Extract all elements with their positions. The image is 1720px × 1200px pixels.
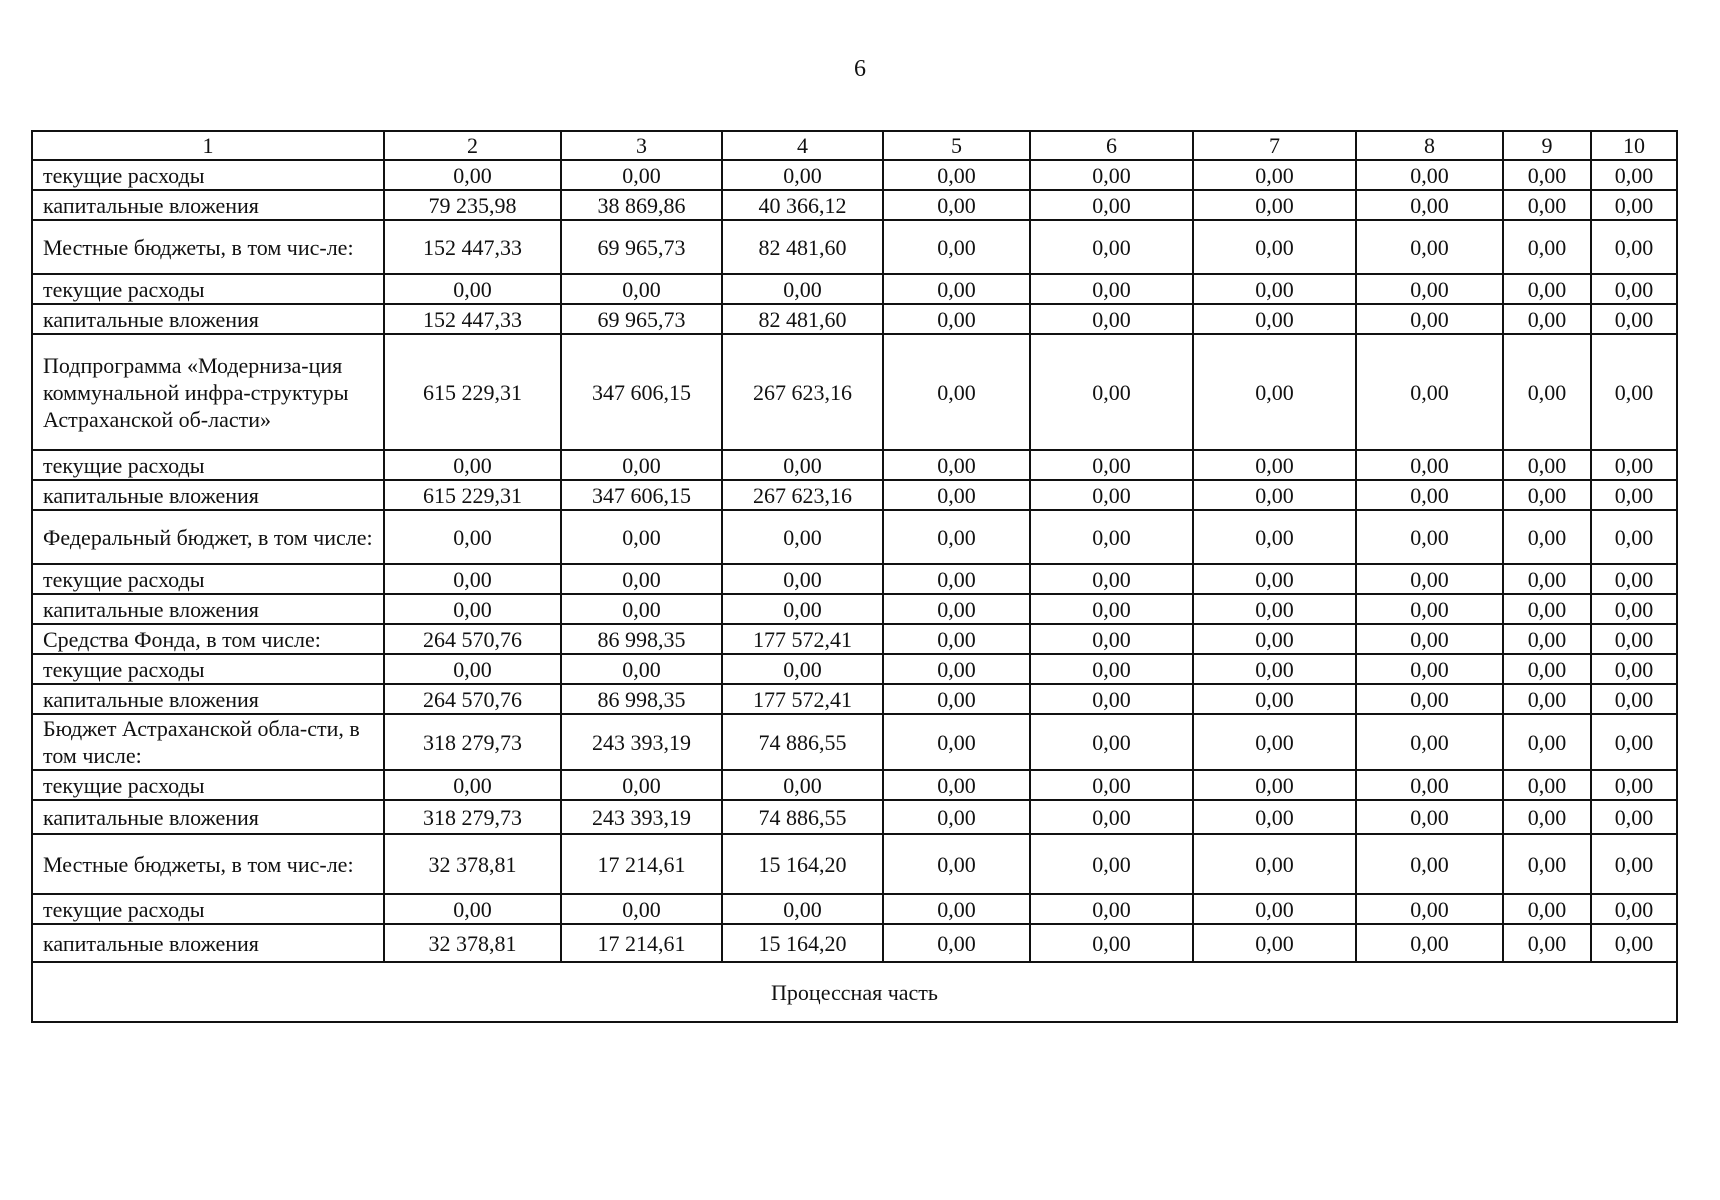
table-row	[32, 800, 1677, 834]
cell-value: 0,00	[1030, 274, 1193, 304]
cell-value: 0,00	[1030, 714, 1193, 770]
table-body	[32, 160, 1677, 1022]
cell-value: 0,00	[1591, 160, 1677, 190]
table-row	[32, 770, 1677, 800]
cell-value: 0,00	[883, 450, 1030, 480]
row-label: капитальные вложения	[32, 480, 384, 510]
cell-value: 0,00	[1591, 924, 1677, 962]
cell-value: 0,00	[1591, 334, 1677, 450]
cell-value: 0,00	[722, 160, 883, 190]
cell-value: 0,00	[1030, 450, 1193, 480]
cell-value: 0,00	[1591, 834, 1677, 894]
column-header-2: 2	[384, 131, 561, 160]
cell-value: 0,00	[1356, 654, 1503, 684]
row-label: капитальные вложения	[32, 594, 384, 624]
cell-value: 615 229,31	[384, 334, 561, 450]
cell-value: 0,00	[1030, 304, 1193, 334]
cell-value: 32 378,81	[384, 834, 561, 894]
cell-value: 0,00	[1356, 684, 1503, 714]
row-label: текущие расходы	[32, 564, 384, 594]
cell-value: 0,00	[1591, 594, 1677, 624]
cell-value: 318 279,73	[384, 800, 561, 834]
cell-value: 0,00	[883, 770, 1030, 800]
cell-value: 0,00	[1591, 564, 1677, 594]
cell-value: 0,00	[561, 510, 722, 564]
cell-value: 0,00	[1503, 160, 1591, 190]
cell-value: 0,00	[1030, 834, 1193, 894]
cell-value: 0,00	[1503, 624, 1591, 654]
cell-value: 82 481,60	[722, 304, 883, 334]
cell-value: 17 214,61	[561, 834, 722, 894]
cell-value: 0,00	[384, 450, 561, 480]
cell-value: 264 570,76	[384, 684, 561, 714]
cell-value: 79 235,98	[384, 190, 561, 220]
row-label: текущие расходы	[32, 654, 384, 684]
table-row	[32, 684, 1677, 714]
table-row	[32, 334, 1677, 450]
cell-value: 347 606,15	[561, 480, 722, 510]
cell-value: 0,00	[384, 594, 561, 624]
cell-value: 0,00	[1356, 480, 1503, 510]
table-row	[32, 480, 1677, 510]
cell-value: 0,00	[722, 564, 883, 594]
cell-value: 0,00	[883, 190, 1030, 220]
cell-value: 0,00	[1503, 770, 1591, 800]
table-row	[32, 714, 1677, 770]
cell-value: 0,00	[1503, 800, 1591, 834]
cell-value: 0,00	[561, 564, 722, 594]
cell-value: 0,00	[1356, 274, 1503, 304]
table-row	[32, 894, 1677, 924]
table-row	[32, 564, 1677, 594]
cell-value: 152 447,33	[384, 304, 561, 334]
column-header-6: 6	[1030, 131, 1193, 160]
cell-value: 0,00	[1356, 334, 1503, 450]
cell-value: 0,00	[1591, 714, 1677, 770]
cell-value: 0,00	[1030, 190, 1193, 220]
cell-value: 0,00	[883, 834, 1030, 894]
cell-value: 0,00	[1591, 220, 1677, 274]
column-header-5: 5	[883, 131, 1030, 160]
cell-value: 152 447,33	[384, 220, 561, 274]
row-label: капитальные вложения	[32, 684, 384, 714]
cell-value: 177 572,41	[722, 624, 883, 654]
cell-value: 347 606,15	[561, 334, 722, 450]
cell-value: 0,00	[1030, 924, 1193, 962]
cell-value: 0,00	[1503, 274, 1591, 304]
row-label: капитальные вложения	[32, 190, 384, 220]
table-row	[32, 624, 1677, 654]
cell-value: 0,00	[1591, 480, 1677, 510]
column-header-10: 10	[1591, 131, 1677, 160]
cell-value: 0,00	[1193, 274, 1356, 304]
cell-value: 0,00	[1591, 510, 1677, 564]
cell-value: 0,00	[1193, 770, 1356, 800]
cell-value: 0,00	[1030, 800, 1193, 834]
cell-value: 0,00	[1503, 220, 1591, 274]
cell-value: 0,00	[1503, 450, 1591, 480]
cell-value: 0,00	[1193, 510, 1356, 564]
row-label: текущие расходы	[32, 274, 384, 304]
cell-value: 0,00	[1503, 510, 1591, 564]
table-row	[32, 594, 1677, 624]
cell-value: 0,00	[561, 894, 722, 924]
cell-value: 15 164,20	[722, 834, 883, 894]
row-label: текущие расходы	[32, 450, 384, 480]
cell-value: 0,00	[1591, 624, 1677, 654]
column-header-8: 8	[1356, 131, 1503, 160]
cell-value: 0,00	[883, 304, 1030, 334]
cell-value: 0,00	[384, 564, 561, 594]
table-row	[32, 450, 1677, 480]
table-row	[32, 274, 1677, 304]
cell-value: 0,00	[883, 220, 1030, 274]
cell-value: 0,00	[722, 654, 883, 684]
row-label: капитальные вложения	[32, 800, 384, 834]
budget-table	[31, 130, 1678, 1023]
cell-value: 0,00	[1503, 924, 1591, 962]
cell-value: 0,00	[1193, 714, 1356, 770]
cell-value: 0,00	[883, 274, 1030, 304]
cell-value: 318 279,73	[384, 714, 561, 770]
column-header-4: 4	[722, 131, 883, 160]
cell-value: 86 998,35	[561, 624, 722, 654]
cell-value: 40 366,12	[722, 190, 883, 220]
section-title: Процессная часть	[32, 962, 1677, 1022]
table-row	[32, 220, 1677, 274]
cell-value: 0,00	[1591, 770, 1677, 800]
cell-value: 0,00	[883, 684, 1030, 714]
cell-value: 0,00	[1193, 924, 1356, 962]
cell-value: 0,00	[1356, 714, 1503, 770]
row-label: Подпрограмма «Модерниза-ция коммунальной инфра-структуры Астраханской об-ласти»	[32, 334, 384, 450]
cell-value: 82 481,60	[722, 220, 883, 274]
cell-value: 0,00	[722, 274, 883, 304]
cell-value: 69 965,73	[561, 220, 722, 274]
cell-value: 0,00	[1193, 334, 1356, 450]
cell-value: 0,00	[1503, 564, 1591, 594]
cell-value: 0,00	[883, 924, 1030, 962]
cell-value: 0,00	[1193, 304, 1356, 334]
cell-value: 0,00	[1503, 894, 1591, 924]
cell-value: 0,00	[1356, 160, 1503, 190]
cell-value: 267 623,16	[722, 334, 883, 450]
cell-value: 0,00	[1030, 510, 1193, 564]
cell-value: 0,00	[883, 160, 1030, 190]
cell-value: 0,00	[384, 654, 561, 684]
column-header-7: 7	[1193, 131, 1356, 160]
cell-value: 0,00	[1503, 334, 1591, 450]
cell-value: 0,00	[384, 160, 561, 190]
cell-value: 0,00	[1030, 624, 1193, 654]
cell-value: 0,00	[1503, 684, 1591, 714]
cell-value: 0,00	[1193, 800, 1356, 834]
table-row	[32, 190, 1677, 220]
cell-value: 0,00	[883, 624, 1030, 654]
cell-value: 0,00	[1193, 220, 1356, 274]
cell-value: 0,00	[1356, 924, 1503, 962]
row-label: текущие расходы	[32, 894, 384, 924]
cell-value: 32 378,81	[384, 924, 561, 962]
header-row	[32, 131, 1677, 160]
cell-value: 0,00	[722, 770, 883, 800]
cell-value: 0,00	[722, 510, 883, 564]
cell-value: 0,00	[1356, 800, 1503, 834]
cell-value: 0,00	[883, 564, 1030, 594]
cell-value: 0,00	[883, 894, 1030, 924]
column-header-1: 1	[32, 131, 384, 160]
cell-value: 0,00	[1503, 834, 1591, 894]
cell-value: 0,00	[1030, 480, 1193, 510]
cell-value: 0,00	[1356, 834, 1503, 894]
row-label: капитальные вложения	[32, 924, 384, 962]
cell-value: 0,00	[1591, 654, 1677, 684]
table-row	[32, 834, 1677, 894]
cell-value: 0,00	[1030, 564, 1193, 594]
page-number: 6	[854, 56, 866, 82]
cell-value: 0,00	[883, 510, 1030, 564]
cell-value: 0,00	[1356, 894, 1503, 924]
section-row	[32, 962, 1677, 1022]
cell-value: 0,00	[722, 594, 883, 624]
table-row	[32, 304, 1677, 334]
cell-value: 0,00	[1030, 654, 1193, 684]
cell-value: 0,00	[883, 654, 1030, 684]
cell-value: 177 572,41	[722, 684, 883, 714]
cell-value: 0,00	[1030, 334, 1193, 450]
cell-value: 0,00	[561, 274, 722, 304]
table-row	[32, 510, 1677, 564]
cell-value: 0,00	[1356, 770, 1503, 800]
cell-value: 0,00	[1503, 304, 1591, 334]
cell-value: 243 393,19	[561, 800, 722, 834]
cell-value: 0,00	[1591, 800, 1677, 834]
row-label: Местные бюджеты, в том чис-ле:	[32, 834, 384, 894]
cell-value: 0,00	[1591, 274, 1677, 304]
cell-value: 0,00	[384, 894, 561, 924]
cell-value: 0,00	[561, 594, 722, 624]
cell-value: 0,00	[1356, 624, 1503, 654]
cell-value: 0,00	[1591, 304, 1677, 334]
cell-value: 0,00	[561, 160, 722, 190]
cell-value: 0,00	[1503, 594, 1591, 624]
cell-value: 267 623,16	[722, 480, 883, 510]
cell-value: 0,00	[1193, 594, 1356, 624]
cell-value: 0,00	[384, 770, 561, 800]
cell-value: 74 886,55	[722, 714, 883, 770]
column-header-3: 3	[561, 131, 722, 160]
cell-value: 0,00	[1193, 624, 1356, 654]
cell-value: 615 229,31	[384, 480, 561, 510]
row-label: Средства Фонда, в том числе:	[32, 624, 384, 654]
row-label: текущие расходы	[32, 160, 384, 190]
cell-value: 0,00	[1503, 654, 1591, 684]
row-label: капитальные вложения	[32, 304, 384, 334]
table-row	[32, 924, 1677, 962]
cell-value: 0,00	[384, 274, 561, 304]
row-label: текущие расходы	[32, 770, 384, 800]
cell-value: 0,00	[1193, 190, 1356, 220]
cell-value: 0,00	[1591, 190, 1677, 220]
cell-value: 0,00	[561, 770, 722, 800]
cell-value: 0,00	[1193, 564, 1356, 594]
cell-value: 0,00	[1193, 480, 1356, 510]
cell-value: 264 570,76	[384, 624, 561, 654]
cell-value: 0,00	[1193, 450, 1356, 480]
cell-value: 0,00	[1356, 594, 1503, 624]
cell-value: 74 886,55	[722, 800, 883, 834]
cell-value: 0,00	[1356, 564, 1503, 594]
column-header-9: 9	[1503, 131, 1591, 160]
cell-value: 0,00	[1356, 190, 1503, 220]
cell-value: 0,00	[1356, 304, 1503, 334]
cell-value: 0,00	[384, 510, 561, 564]
cell-value: 0,00	[883, 594, 1030, 624]
cell-value: 0,00	[1193, 654, 1356, 684]
cell-value: 15 164,20	[722, 924, 883, 962]
cell-value: 0,00	[1193, 894, 1356, 924]
cell-value: 0,00	[883, 714, 1030, 770]
cell-value: 0,00	[1030, 594, 1193, 624]
cell-value: 17 214,61	[561, 924, 722, 962]
cell-value: 38 869,86	[561, 190, 722, 220]
table-row	[32, 160, 1677, 190]
cell-value: 0,00	[1030, 770, 1193, 800]
cell-value: 0,00	[1193, 834, 1356, 894]
cell-value: 0,00	[722, 450, 883, 480]
cell-value: 0,00	[1503, 190, 1591, 220]
cell-value: 0,00	[1591, 684, 1677, 714]
cell-value: 0,00	[1030, 160, 1193, 190]
cell-value: 0,00	[1503, 480, 1591, 510]
cell-value: 0,00	[883, 334, 1030, 450]
cell-value: 0,00	[1356, 450, 1503, 480]
cell-value: 0,00	[722, 894, 883, 924]
cell-value: 0,00	[561, 450, 722, 480]
cell-value: 0,00	[561, 654, 722, 684]
cell-value: 0,00	[883, 800, 1030, 834]
cell-value: 0,00	[1503, 714, 1591, 770]
cell-value: 0,00	[1030, 894, 1193, 924]
cell-value: 243 393,19	[561, 714, 722, 770]
cell-value: 69 965,73	[561, 304, 722, 334]
cell-value: 0,00	[883, 480, 1030, 510]
table-row	[32, 654, 1677, 684]
cell-value: 0,00	[1356, 220, 1503, 274]
cell-value: 0,00	[1193, 684, 1356, 714]
row-label: Федеральный бюджет, в том числе:	[32, 510, 384, 564]
cell-value: 0,00	[1030, 220, 1193, 274]
cell-value: 0,00	[1591, 450, 1677, 480]
row-label: Местные бюджеты, в том чис-ле:	[32, 220, 384, 274]
cell-value: 0,00	[1030, 684, 1193, 714]
cell-value: 0,00	[1356, 510, 1503, 564]
cell-value: 0,00	[1591, 894, 1677, 924]
row-label: Бюджет Астраханской обла-сти, в том числе:	[32, 714, 384, 770]
cell-value: 0,00	[1193, 160, 1356, 190]
cell-value: 86 998,35	[561, 684, 722, 714]
